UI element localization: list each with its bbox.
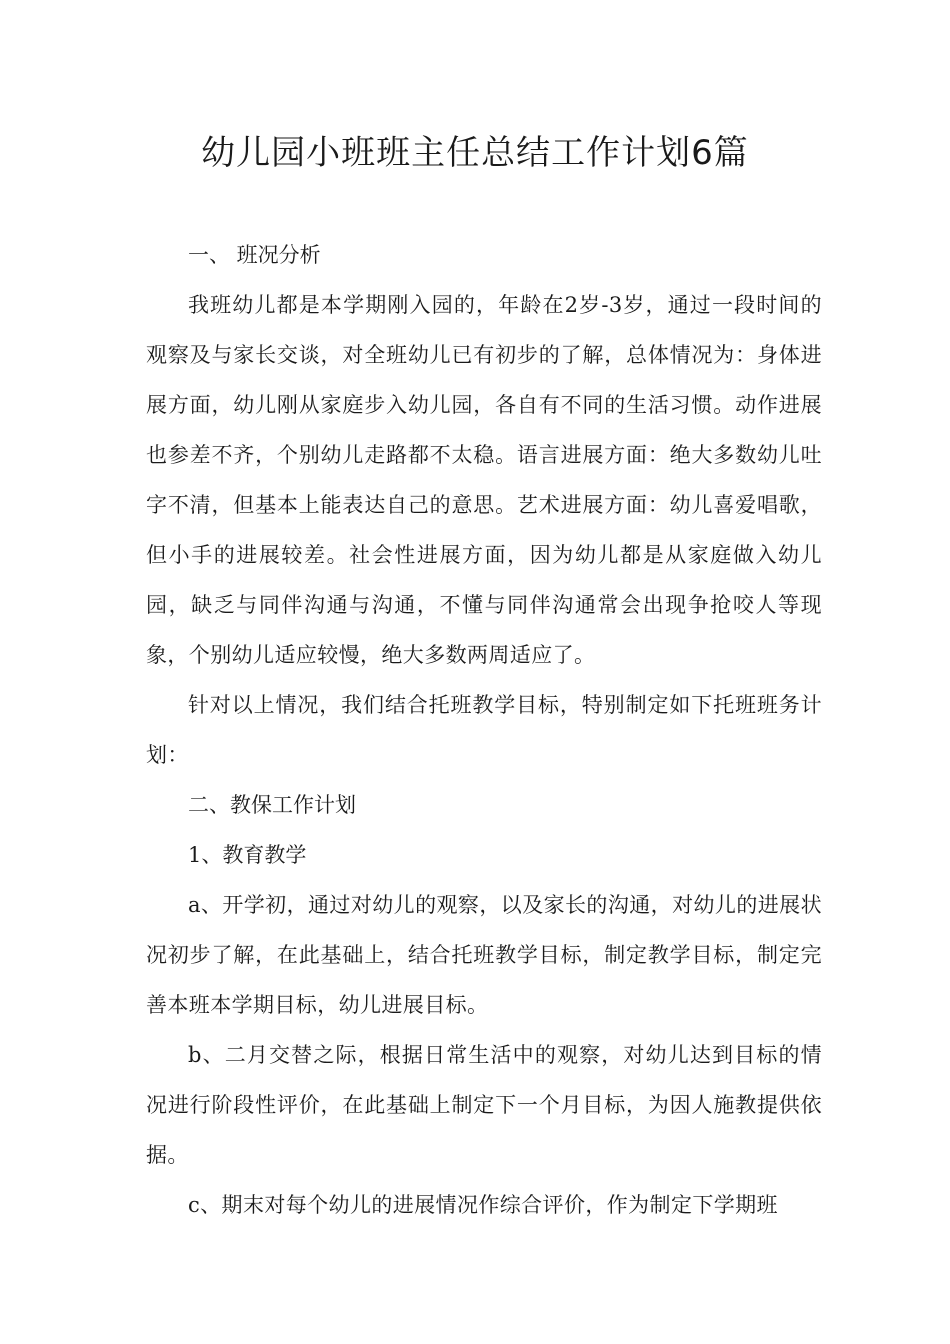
paragraph-plan-intro: 针对以上情况，我们结合托班教学目标，特别制定如下托班班务计划： [146,693,822,767]
paragraph-item-b: b、二月交替之际，根据日常生活中的观察，对幼儿达到目标的情况进行阶段性评价，在此基础上制定下一个月目标，为因人施教提供依据。 [146,1043,822,1167]
document-body [146,230,822,1230]
paragraph-item-a: a、开学初，通过对幼儿的观察，以及家长的沟通，对幼儿的进展状况初步了解，在此基础上，结合托班教学目标，制定教学目标，制定完善本班本学期目标，幼儿进展目标。 [146,893,822,1017]
subheading-education-teaching: 1、教育教学 [188,843,307,867]
paragraph-class-situation: 我班幼儿都是本学期刚入园的，年龄在2岁-3岁，通过一段时间的观察及与家长交谈，对全班幼儿已有初步的了解，总体情况为：身体进展方面，幼儿刚从家庭步入幼儿园，各自有不同的生活习惯。动作进展也参差不齐，个别幼儿走路都不太稳。语言进展方面：绝大多数幼儿吐字不清，但基本上能表达自己的意思。艺术进展方面：幼儿喜爱唱歌，但小手的进展较差。社会性进展方面，因为幼儿都是从家庭做入幼儿园，缺乏与同伴沟通与沟通，不懂与同伴沟通常会出现争抢咬人等现象，个别幼儿适应较慢，绝大多数两周适应了。 [146,293,822,667]
document-title: 幼儿园小班班主任总结工作计划6篇 [201,133,749,173]
section-heading-class-analysis: 一、 班况分析 [188,243,321,267]
section-heading-teaching-plan: 二、教保工作计划 [188,793,356,817]
paragraph-item-c: c、期末对每个幼儿的进展情况作综合评价，作为制定下学期班 [188,1193,778,1217]
